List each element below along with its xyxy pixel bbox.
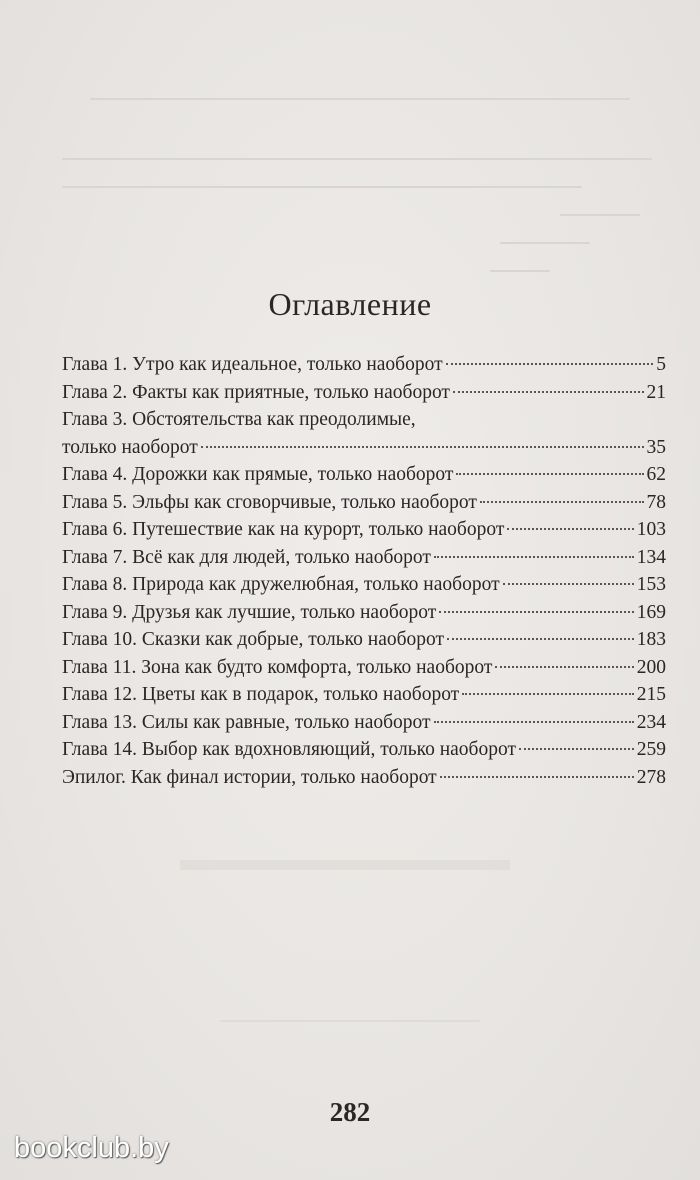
toc-entry-label: Эпилог. Как финал истории, только наоборот <box>62 766 437 788</box>
toc-entry-label: Глава 8. Природа как дружелюбная, только наоборот <box>62 574 500 595</box>
toc-leader-dots <box>462 693 634 695</box>
toc-entry-label: Глава 7. Всё как для людей, только наоборот <box>62 546 431 568</box>
toc-entry-page: 103 <box>636 519 666 540</box>
toc-leader-dots <box>507 528 633 530</box>
toc-entry-label: Глава 6. Путешествие как на курорт, только наоборот <box>62 519 505 540</box>
toc-leader-dots <box>434 556 634 558</box>
toc-leader-dots <box>495 666 633 668</box>
toc-leader-dots <box>439 611 633 613</box>
page-number: 282 <box>329 1097 371 1127</box>
toc-entry <box>62 544 666 572</box>
toc-entry-label: Глава 5. Эльфы как сговорчивые, только наоборот <box>62 491 477 513</box>
toc-leader-dots <box>480 501 644 503</box>
toc-entry-page: 35 <box>646 436 666 458</box>
table-of-contents <box>62 351 666 791</box>
show-through-line <box>180 860 510 870</box>
toc-entry <box>62 626 666 654</box>
toc-entry-label: Глава 14. Выбор как вдохновляющий, только наоборот <box>62 739 516 760</box>
toc-leader-dots <box>434 721 634 723</box>
toc-entry-page: 259 <box>636 739 666 760</box>
toc-entry-page: 78 <box>646 491 666 513</box>
toc-entry-label: Глава 9. Друзья как лучшие, только наоборот <box>62 601 437 623</box>
show-through-line <box>62 186 582 188</box>
toc-entry <box>62 489 666 517</box>
toc-entry-page: 200 <box>636 656 666 678</box>
show-through-line <box>90 98 630 100</box>
toc-entry <box>62 654 666 682</box>
toc-entry-page: 234 <box>636 711 666 733</box>
toc-entry-page: 278 <box>636 766 666 788</box>
toc-entry-label: Глава 11. Зона как будто комфорта, только наоборот <box>62 656 493 678</box>
toc-leader-dots <box>519 748 634 750</box>
toc-entry-label: Глава 4. Дорожки как прямые, только наоборот <box>62 464 454 485</box>
show-through-line <box>220 1020 480 1022</box>
show-through-line <box>500 242 590 244</box>
toc-entry-page: 62 <box>646 464 666 485</box>
toc-leader-dots <box>440 776 634 778</box>
toc-entry <box>62 764 666 792</box>
toc-entry-page: 21 <box>646 381 666 403</box>
toc-entry-page: 5 <box>656 354 666 375</box>
toc-entry-label: Глава 1. Утро как идеальное, только наоборот <box>62 354 443 375</box>
toc-entry-label: Глава 10. Сказки как добрые, только наоборот <box>62 629 445 650</box>
toc-leader-dots <box>456 473 643 475</box>
toc-leader-dots <box>503 583 634 585</box>
toc-leader-dots <box>453 391 644 393</box>
toc-entry-page: 215 <box>636 684 666 705</box>
toc-entry-page: 169 <box>636 601 666 623</box>
toc-entry-label-line1: Глава 3. Обстоятельства как преодолимые, <box>62 409 416 430</box>
toc-entry <box>62 599 666 627</box>
toc-title: Оглавление <box>268 286 432 322</box>
toc-entry <box>62 516 666 544</box>
toc-entry <box>62 434 666 462</box>
toc-entry-label: Глава 2. Факты как приятные, только наоборот <box>62 381 450 403</box>
toc-entry-page: 183 <box>636 629 666 650</box>
toc-entry <box>62 379 666 407</box>
show-through-line <box>62 158 652 160</box>
show-through-line <box>490 270 550 272</box>
show-through-line <box>560 214 640 216</box>
toc-entry <box>62 461 666 489</box>
toc-entry-label: только наоборот <box>62 436 198 458</box>
toc-entry <box>62 571 666 599</box>
toc-entry-label: Глава 12. Цветы как в подарок, только наоборот <box>62 684 460 705</box>
site-watermark: bookclub.by <box>14 1132 169 1164</box>
toc-entry-page: 153 <box>636 574 666 595</box>
toc-entry <box>62 709 666 737</box>
toc-entry <box>62 736 666 764</box>
toc-entry <box>62 681 666 709</box>
toc-leader-dots <box>201 446 644 448</box>
toc-entry <box>62 351 666 379</box>
toc-leader-dots <box>446 363 654 365</box>
toc-leader-dots <box>447 638 634 640</box>
toc-entry-page: 134 <box>636 546 666 568</box>
toc-entry-label: Глава 13. Силы как равные, только наоборот <box>62 711 431 733</box>
